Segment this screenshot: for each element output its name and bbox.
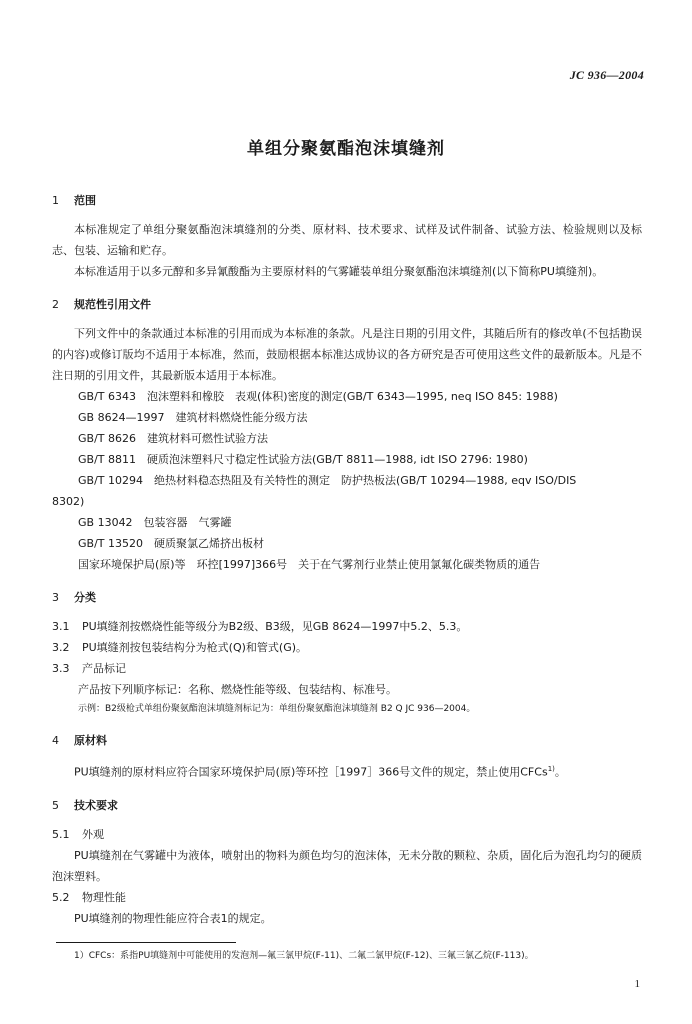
section-2-intro: 下列文件中的条款通过本标准的引用而成为本标准的条款。凡是注日期的引用文件，其随后所有的修改单(不包括勘误的内容)或修订版均不适用于本标准，然而，鼓励根据本标准达成协议的各方研究是否可使用这些文件的最新版本。凡是不注日期的引用文件，其最新版本适用于本标准。 xyxy=(52,327,642,382)
standard-code: JC 936—2004 xyxy=(569,68,644,82)
footnote-divider xyxy=(56,942,236,943)
marking-example: 示例：B2级枪式单组份聚氨酯泡沫填缝剂标记为：单组份聚氨酯泡沫填缝剂 B2 Q JC 936—2004。 xyxy=(78,704,476,714)
marking-order-text: 产品按下列顺序标记：名称、燃烧性能等级、包装结构、标准号。 xyxy=(78,683,397,696)
reference-item: GB 13042 包装容器 气雾罐 xyxy=(78,516,232,529)
section-2-heading: 2 规范性引用文件 xyxy=(52,298,151,311)
reference-item: GB/T 6343 泡沫塑料和橡胶 表观(体积)密度的测定(GB/T 6343—1995, neq ISO 845: 1988) xyxy=(78,390,558,403)
subsection-5-1: 5.1 外观 xyxy=(52,827,104,841)
section-1-paragraph-1: 本标准规定了单组分聚氨酯泡沫填缝剂的分类、原材料、技术要求、试样及试件制备、试验方法、检验规则以及标志、包装、运输和贮存。 xyxy=(52,223,642,257)
reference-item-continued: 8302) xyxy=(52,495,85,508)
reference-item: GB 8624—1997 建筑材料燃烧性能分级方法 xyxy=(78,411,308,424)
section-3-heading: 3 分类 xyxy=(52,591,96,604)
reference-item: GB/T 13520 硬质聚氯乙烯挤出板材 xyxy=(78,537,264,550)
reference-item: GB/T 8626 建筑材料可燃性试验方法 xyxy=(78,432,268,445)
footnote: 1）CFCs：系指PU填缝剂中可能使用的发泡剂—氟三氯甲烷(F-11)、二氟二氯甲烷(F-12)、三氟三氯乙烷(F-113)。 xyxy=(74,951,534,961)
section-1-paragraph-2: 本标准适用于以多元醇和多异氰酸酯为主要原材料的气雾罐装单组分聚氨酯泡沫填缝剂(以下简称PU填缝剂)。 xyxy=(74,265,604,278)
section-5-heading: 5 技术要求 xyxy=(52,798,118,812)
reference-item: GB/T 8811 硬质泡沫塑料尺寸稳定性试验方法(GB/T 8811—1988, idt ISO 2796: 1980) xyxy=(78,453,528,466)
section-1-heading: 1 范围 xyxy=(52,194,96,207)
section-4-heading: 4 原材料 xyxy=(52,734,107,747)
reference-item: 国家环境保护局(原)等 环控[1997]366号 关于在气雾剂行业禁止使用氯氟化碳类物质的通告 xyxy=(78,558,541,571)
subsection-5-2: 5.2 物理性能 xyxy=(52,890,126,904)
footnote-ref[interactable]: 1) xyxy=(547,765,555,773)
subsection-3-3: 3.3 产品标记 xyxy=(52,662,126,675)
subsection-3-1: 3.1 PU填缝剂按燃烧性能等级分为B2级、B3级，见GB 8624—1997中5.2、5.3。 xyxy=(52,620,468,633)
page-number: 1 xyxy=(634,978,640,990)
document-title: 单组分聚氨酯泡沫填缝剂 xyxy=(247,139,445,159)
section-4-paragraph: PU填缝剂的原材料应符合国家环境保护局(原)等环控［1997］366号文件的规定，禁止使用CFCs$^{1)}$。 xyxy=(74,765,566,779)
section-5-1-paragraph: PU填缝剂在气雾罐中为液体，喷射出的物料为颜色均匀的泡沫体，无未分散的颗粒、杂质，固化后为泡孔均匀的硬质泡沫塑料。 xyxy=(52,848,642,883)
section-5-2-paragraph: PU填缝剂的物理性能应符合表1的规定。 xyxy=(74,911,272,925)
document-body xyxy=(52,190,642,929)
subsection-3-2: 3.2 PU填缝剂按包装结构分为枪式(Q)和管式(G)。 xyxy=(52,641,308,654)
reference-item: GB/T 10294 绝热材料稳态热阻及有关特性的测定 防护热板法(GB/T 10294—1988, eqv ISO/DIS xyxy=(78,474,577,487)
